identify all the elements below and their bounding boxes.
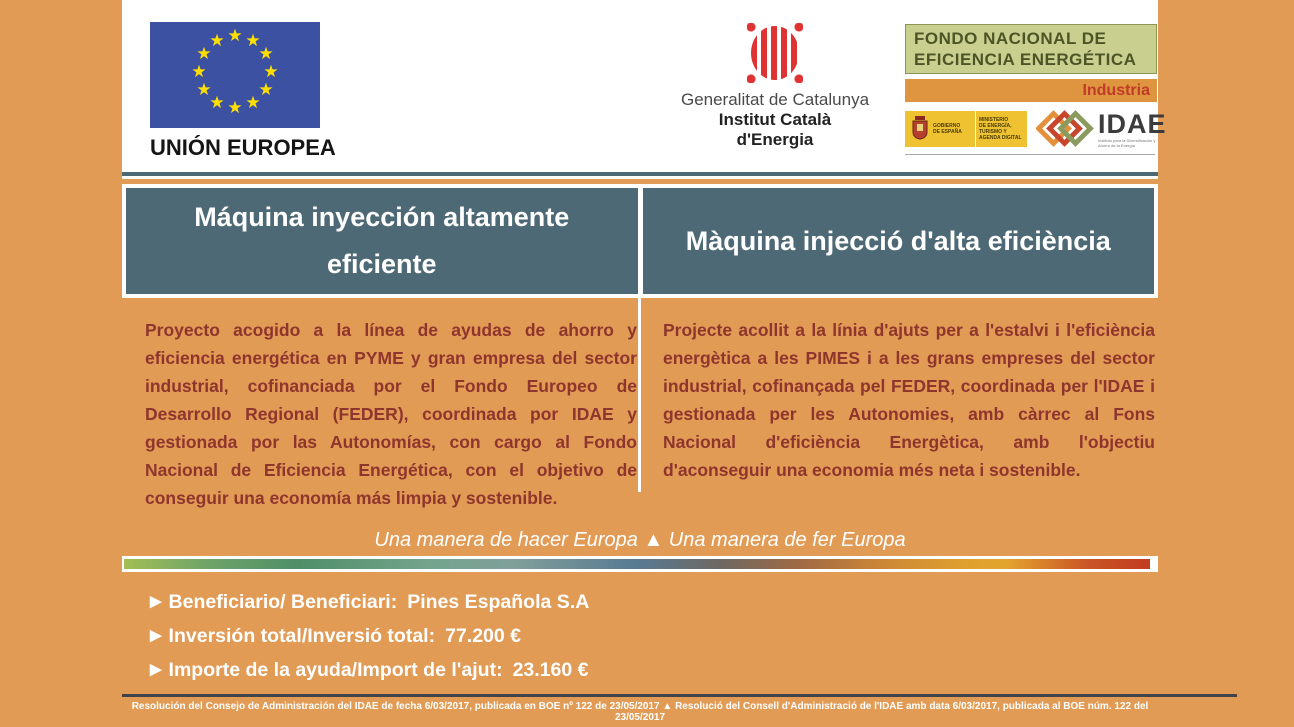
triangle-bullet-icon: ▶ bbox=[150, 593, 162, 610]
institut-name-line1: Institut Català bbox=[718, 110, 832, 129]
generalitat-emblem-icon bbox=[747, 23, 803, 83]
paragraph-spanish: Proyecto acogido a la línea de ayudas de ahorro y eficiencia energética en PYME y gran empresa del sector industrial, cofinanciada por el Fondo Europeo de Desarrollo Regional (FEDER), coordinada por IDAE y gestionada por las Autonomías, con cargo al Fondo Nacional de Eficiencia Energética, con el objetivo de conseguir una economía más limpia y sostenible. bbox=[145, 320, 637, 508]
gobierno-text bbox=[933, 123, 971, 135]
grant-value: 23.160 € bbox=[512, 658, 589, 681]
footer-separator bbox=[122, 694, 1237, 697]
industria-badge: Industria bbox=[905, 79, 1157, 102]
header-panel bbox=[122, 0, 1167, 172]
eu-label: UNIÓN EUROPEA bbox=[150, 135, 336, 160]
eu-star-icon: ★ bbox=[191, 62, 207, 81]
beneficiary-label: Beneficiario/ Beneficiari: bbox=[168, 590, 398, 613]
gobierno-espana-logo bbox=[905, 111, 1027, 147]
eu-star-icon: ★ bbox=[196, 44, 212, 63]
beneficiary-value: Pines Española S.A bbox=[407, 590, 590, 613]
generalitat-name: Generalitat de Catalunya bbox=[680, 90, 870, 109]
generalitat-logo-block bbox=[650, 23, 900, 150]
eu-star-icon: ★ bbox=[258, 44, 274, 63]
eu-star-icon: ★ bbox=[209, 31, 225, 50]
idae-diamonds-icon bbox=[1036, 107, 1094, 151]
fondo-title-line1: FONDO NACIONAL DE bbox=[914, 29, 1107, 48]
ministerio-text bbox=[979, 117, 1027, 141]
ministerio-text-line2: DE ENERGÍA, TURISMO Y AGENDA DIGITAL bbox=[979, 123, 1022, 141]
eu-star-icon: ★ bbox=[209, 93, 225, 112]
fondo-underline bbox=[905, 154, 1155, 155]
title-band bbox=[122, 184, 1158, 298]
fondo-title-line2: EFICIENCIA ENERGÉTICA bbox=[914, 50, 1137, 69]
eu-star-icon: ★ bbox=[263, 62, 279, 81]
grant-label: Importe de la ayuda/Import de l'ajut: bbox=[168, 658, 503, 681]
detail-row-beneficiary bbox=[150, 585, 589, 619]
fondo-title-box bbox=[905, 24, 1157, 74]
title-catalan: Màquina injecció d'alta eficiència bbox=[643, 188, 1155, 294]
senyera-stripes-icon bbox=[751, 26, 799, 80]
idae-logo bbox=[1036, 107, 1168, 151]
eu-star-icon: ★ bbox=[258, 80, 274, 99]
column-divider bbox=[638, 298, 641, 492]
investment-label: Inversión total/Inversió total: bbox=[168, 624, 436, 647]
footer-resolution-text: Resolución del Consejo de Administración del IDAE de fecha 6/03/2017, publicada en BOE nº 122 de 23/05/2017 ▲ Resolució del Consell d'Administració de l'IDAE amb data 6/03/2017, publicada al BOE núm. 122 del 23/05/2017 bbox=[131, 701, 1149, 723]
gradient-stripe bbox=[124, 559, 1150, 569]
title-spanish: Máquina inyección altamente eficiente bbox=[126, 188, 638, 294]
idae-wordmark-block bbox=[1098, 108, 1168, 148]
detail-row-grant bbox=[150, 653, 589, 687]
gradient-stripe-band bbox=[122, 556, 1158, 572]
europa-slogan: Una manera de hacer Europa ▲ Una manera de fer Europa bbox=[374, 529, 906, 551]
gobierno-divider bbox=[975, 111, 976, 147]
coat-of-arms-icon bbox=[910, 115, 930, 143]
eu-logo-block bbox=[150, 22, 336, 161]
eu-star-icon: ★ bbox=[245, 93, 261, 112]
investment-value: 77.200 € bbox=[445, 624, 521, 647]
eu-star-icon: ★ bbox=[196, 80, 212, 99]
eu-flag-icon bbox=[150, 22, 320, 128]
eu-star-icon: ★ bbox=[245, 31, 261, 50]
header-separator-white bbox=[122, 176, 1158, 179]
paragraph-catalan: Projecte acollit a la línia d'ajuts per a l'estalvi i l'eficiència energètica a les PIMES i a les grans empreses del sector industrial, cofinançada pel FEDER, coordinada per l'IDAE i gestionada per les Autonomies, amb càrrec al Fons Nacional d'eficiència Energètica, amb l'objectiu d'aconseguir una economia més neta i sostenible. bbox=[663, 320, 1155, 480]
triangle-bullet-icon: ▶ bbox=[150, 661, 162, 678]
idae-wordmark: IDAE bbox=[1098, 108, 1167, 139]
gobierno-text-line1: GOBIERNO bbox=[933, 123, 961, 129]
ministerio-text-line1: MINISTERIO bbox=[979, 117, 1009, 123]
triangle-bullet-icon: ▶ bbox=[150, 627, 162, 644]
idae-subtext: Instituto para la Diversificación y Ahorro de la Energía bbox=[1098, 137, 1156, 148]
eu-star-icon: ★ bbox=[227, 26, 243, 45]
gov-logos-row bbox=[905, 108, 1167, 148]
details-block bbox=[150, 585, 589, 687]
institut-name-line2: d'Energia bbox=[736, 130, 814, 149]
fondo-nacional-block bbox=[905, 24, 1167, 155]
gobierno-text-line2: DE ESPAÑA bbox=[933, 129, 962, 135]
eu-star-icon: ★ bbox=[227, 98, 243, 117]
detail-row-investment bbox=[150, 619, 589, 653]
